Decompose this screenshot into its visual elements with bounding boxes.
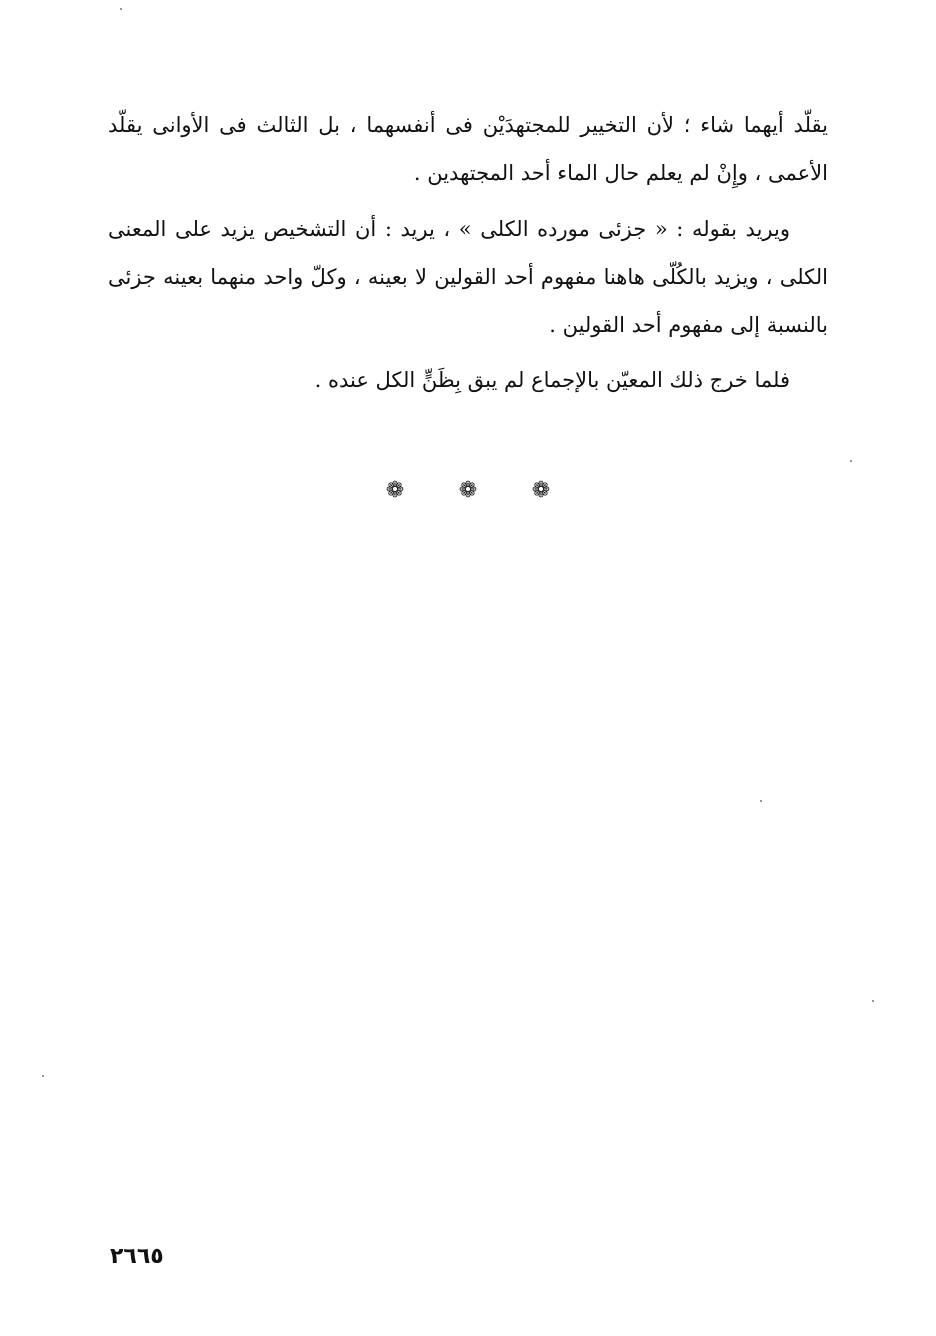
paragraph-3: فلما خرج ذلك المعيّن بالإجماع لم يبق بِظَنٍّ الكل عنده .: [314, 368, 790, 392]
paragraph-2: ويريد بقوله : « جزئى مورده الكلى » ، يريد : أن التشخيص يزيد على المعنى الكلى ، ويزيد بالكُلّى هاهنا مفهوم أحد القولين لا بعينه ، وكلّ واحد منهما بعينه جزئى بالنسبة إلى مفهوم أحد القولين .: [108, 217, 828, 337]
asterism-icon: ❁: [531, 478, 551, 503]
asterism-icon: ❁: [385, 478, 405, 503]
scan-speck: [42, 1075, 44, 1077]
paragraph-1: يقلّد أيهما شاء ؛ لأن التخيير للمجتهدَيْن فى أنفسهما ، بل الثالث فى الأوانى يقلّد الأعمى ، وإِنْ لم يعلم حال الماء أحد المجتهدين .: [108, 113, 828, 185]
page-number: ٢٦٦٥: [110, 1244, 164, 1269]
scan-speck: [120, 8, 122, 10]
scan-speck: [850, 460, 852, 462]
asterism-icon: ❁: [458, 478, 478, 503]
section-ornament: [380, 476, 556, 506]
scan-speck: [760, 800, 762, 802]
scan-speck: [872, 1000, 874, 1002]
